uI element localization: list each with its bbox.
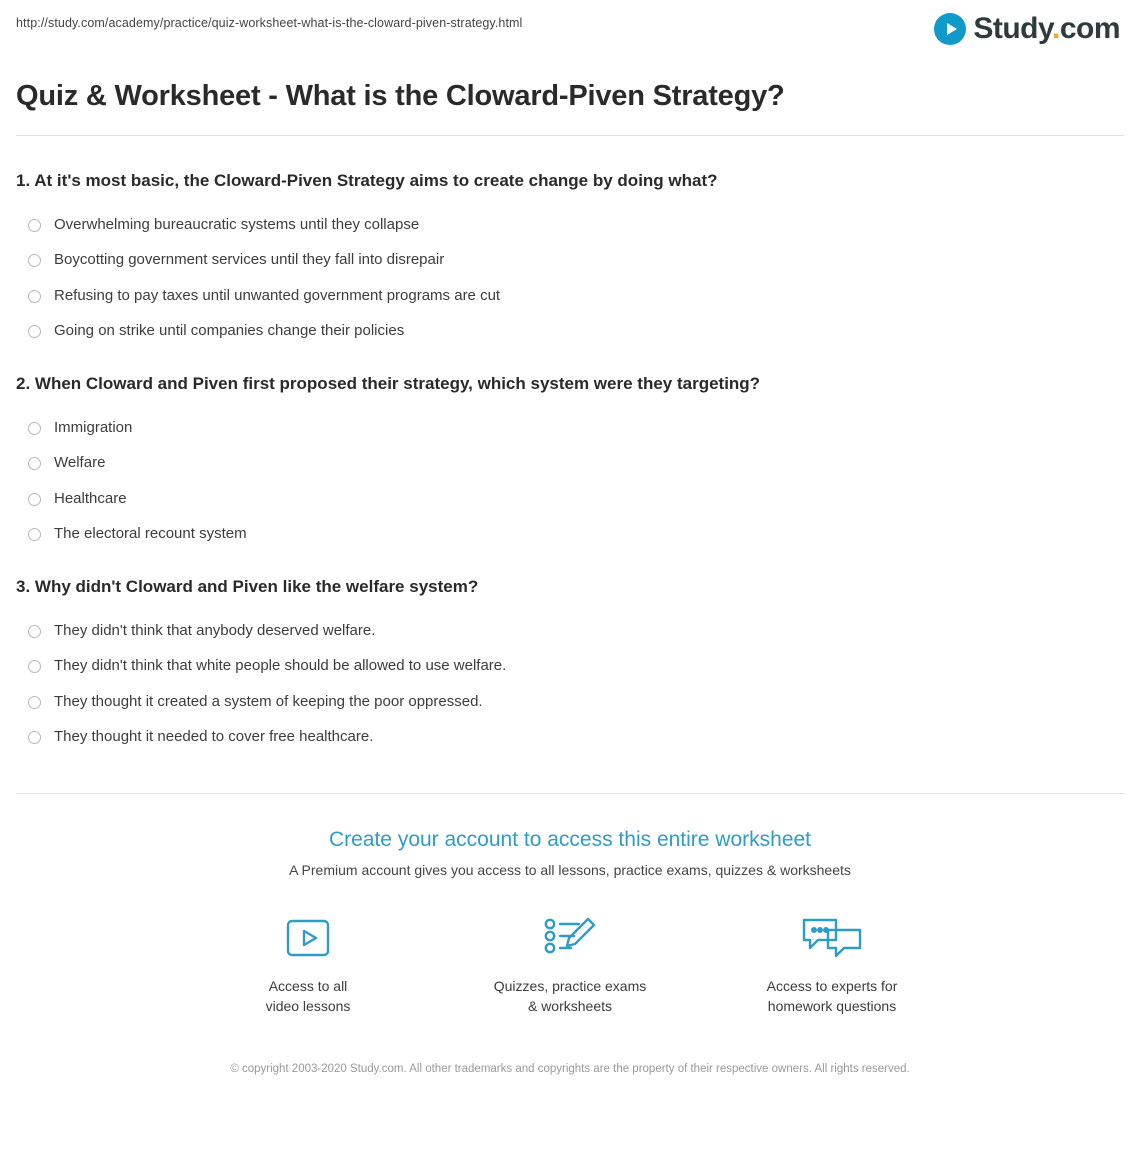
answer-label: Going on strike until companies change their policies (54, 322, 405, 340)
question-block (16, 373, 1124, 552)
answer-label: Healthcare (54, 489, 127, 507)
promo-title[interactable]: Create your account to access this entire worksheet (328, 827, 812, 851)
quiz-checklist-icon (485, 912, 655, 964)
radio-button-icon[interactable] (28, 457, 41, 470)
answer-option[interactable] (16, 445, 1124, 481)
question-text: 1. At it's most basic, the Cloward-Piven Strategy aims to create change by doing what? (16, 171, 718, 190)
answer-option[interactable] (16, 410, 1124, 446)
study-logo[interactable] (934, 12, 1124, 46)
radio-button-icon[interactable] (28, 290, 41, 303)
radio-button-icon[interactable] (28, 731, 41, 744)
play-circle-icon (934, 13, 966, 45)
radio-button-icon[interactable] (28, 625, 41, 638)
feature-item (223, 912, 393, 1017)
page-header (16, 0, 1124, 58)
feature-line-1: Access to all (268, 977, 348, 994)
page-url: http://study.com/academy/practice/quiz-worksheet-what-is-the-cloward-piven-strategy.html (16, 16, 523, 30)
chat-bubbles-icon (747, 912, 917, 964)
answer-option[interactable] (16, 207, 1124, 243)
answer-option[interactable] (16, 481, 1124, 517)
promo-subtitle: A Premium account gives you access to all lessons, practice exams, quizzes & worksheets (289, 861, 851, 878)
question-block (16, 576, 1124, 755)
answer-label: Refusing to pay taxes until unwanted government programs are cut (54, 286, 501, 304)
question-text: 2. When Cloward and Piven first proposed their strategy, which system were they targeting? (16, 373, 761, 393)
logo-suffix: com (1059, 12, 1120, 45)
answer-label: They didn't think that white people should be allowed to use welfare. (54, 657, 507, 675)
question-block (16, 170, 1124, 349)
answer-option[interactable] (16, 719, 1124, 755)
radio-button-icon[interactable] (28, 219, 41, 232)
radio-button-icon[interactable] (28, 528, 41, 541)
logo-dot: . (1051, 12, 1060, 45)
answer-option[interactable] (16, 242, 1124, 278)
feature-line-2: homework questions (767, 998, 897, 1015)
answer-label: Overwhelming bureaucratic systems until they collapse (54, 215, 420, 233)
answer-options (16, 207, 1124, 349)
radio-button-icon[interactable] (28, 422, 41, 435)
answer-option[interactable] (16, 648, 1124, 684)
premium-promo (16, 793, 1124, 1103)
answer-option[interactable] (16, 278, 1124, 314)
answer-label: They didn't think that anybody deserved welfare. (54, 621, 376, 639)
logo-wordmark (973, 12, 1120, 46)
radio-button-icon[interactable] (28, 660, 41, 673)
feature-list (16, 912, 1124, 1017)
feature-line-2: & worksheets (527, 998, 613, 1015)
answer-options (16, 410, 1124, 552)
page-title: Quiz & Worksheet - What is the Cloward-Piven Strategy? (16, 80, 1124, 136)
feature-line-1: Quizzes, practice exams (493, 977, 647, 994)
answer-option[interactable] (16, 313, 1124, 349)
answer-label: They thought it needed to cover free healthcare. (54, 728, 374, 746)
copyright-notice: © copyright 2003-2020 Study.com. All other trademarks and copyrights are the property of their respective owners. All rights reserved. (230, 1063, 910, 1076)
video-player-icon (223, 912, 393, 964)
answer-label: The electoral recount system (54, 525, 247, 543)
answer-label: Immigration (54, 418, 133, 436)
radio-button-icon[interactable] (28, 325, 41, 338)
answer-option[interactable] (16, 516, 1124, 552)
answer-label: They thought it created a system of keeping the poor oppressed. (54, 692, 483, 710)
feature-item (747, 912, 917, 1017)
answer-option[interactable] (16, 613, 1124, 649)
answer-option[interactable] (16, 684, 1124, 720)
radio-button-icon[interactable] (28, 696, 41, 709)
answer-label: Welfare (54, 454, 106, 472)
feature-line-1: Access to experts for (766, 977, 898, 994)
answer-options (16, 613, 1124, 755)
question-text: 3. Why didn't Cloward and Piven like the welfare system? (16, 576, 479, 596)
feature-item (485, 912, 655, 1017)
answer-label: Boycotting government services until they fall into disrepair (54, 251, 445, 269)
logo-name: Study (973, 12, 1052, 45)
feature-line-2: video lessons (265, 998, 351, 1015)
radio-button-icon[interactable] (28, 254, 41, 267)
questions-list (16, 136, 1124, 755)
radio-button-icon[interactable] (28, 493, 41, 506)
